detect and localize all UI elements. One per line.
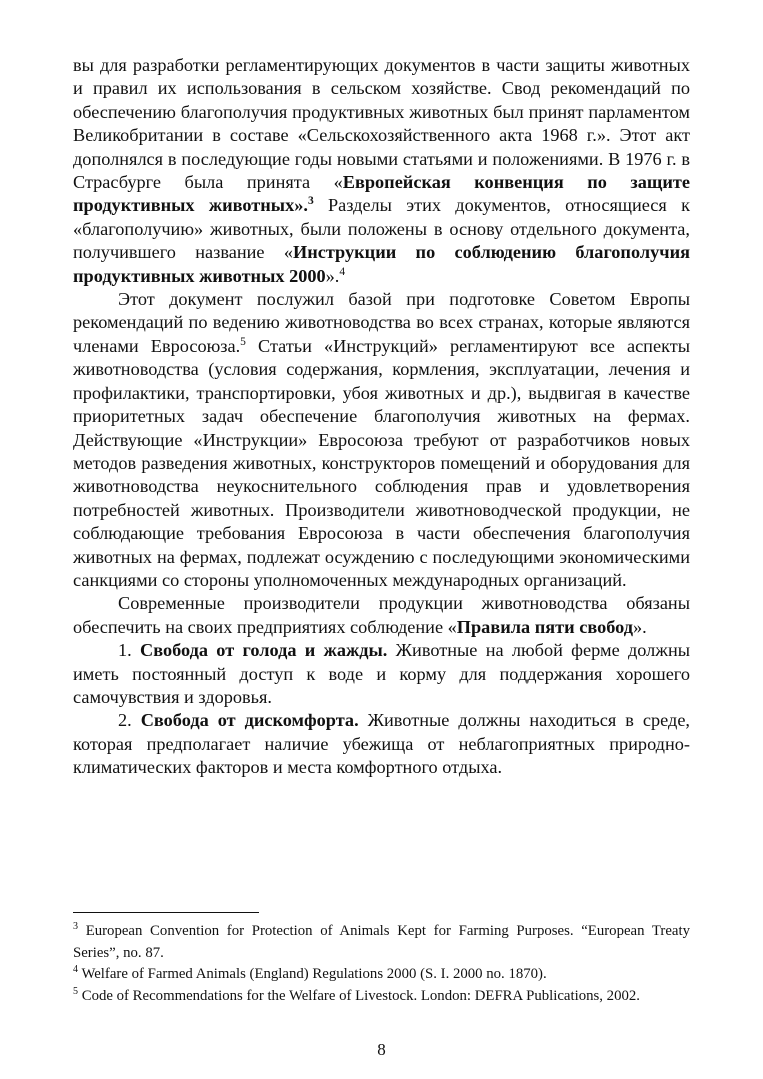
footnote-4 [73,964,690,986]
text-run: вы для разработки регламентирующих документов в части защиты животных и правил их использования в сельском хозяйстве. Свод рекомендаций по обеспечению благополучия продуктивных животных был принят парламентом Великобритании в составе «Сельскохозяйственного акта 1968 г.». Этот акт дополнялся в последующие годы новыми статьями и положениями. В 1976 г. в Страсбурге была принята « [73,55,690,193]
list-number: 1. [118,640,141,661]
body-text [73,54,690,780]
bold-text-run: Инструкции по соблюдению благополучия продуктивных животных 2000 [73,242,690,286]
footnote-divider [73,912,259,913]
text-run: Статьи «Инструкций» регламентируют все аспекты животноводства (условия содержания, кормления, эксплуатации, лечения и профилактики, транспортировки, убоя животных и др.), выдвигая в качестве приоритетных задач обеспечение благополучия животных на фермах. Действующие «Инструкции» Евросоюза требуют от разработчиков новых методов разведения животных, конструкторов помещений и оборудования для животноводства неукоснительного соблюдения прав и удовлетворения потребностей животных. Производители животноводческой продукции, не соблюдающие требования Евросоюза в части обеспечения благополучия животных на фермах, подлежат осуждению с последующими экономическими санкциями со стороны уполномоченных международных организаций. [73,335,690,590]
bold-text-run: Свобода от дискомфорта. [140,710,359,731]
footnote-number: 5 [73,985,78,997]
footnote-number: 3 [73,921,78,933]
footnote-number: 4 [73,964,78,976]
text-run: Животные должны находиться в среде, которая предполагает наличие убежища от неблагоприятных природно-климатических факторов и места комфортного отдыха. [73,710,691,778]
paragraph-4 [73,639,690,709]
paragraph-2 [73,288,690,592]
footnote-ref-5: 5 [240,335,246,348]
text-run: Современные производители продукции животноводства обязаны обеспечить на своих предприятиях соблюдение « [73,593,690,637]
list-number: 2. [118,710,141,731]
paragraph-1 [73,54,690,288]
bold-text-run: Европейская конвенция по защите продуктивных животных». [73,172,690,216]
footnote-ref-3: 3 [307,195,314,208]
paragraph-5 [73,709,690,779]
footnotes [73,912,690,1007]
bold-text-run: Правила пяти свобод [456,616,633,637]
text-run: Этот документ послужил базой при подготовке Советом Европы рекомендаций по ведению животноводства во всех странах, которые являются членами Евросоюза. [73,289,690,356]
footnote-text: European Convention for Protection of Animals Kept for Farming Purposes. “European Treaty Series”, no. 87. [73,923,690,961]
footnote-ref-4: 4 [339,265,346,278]
bold-text-run: Свобода от голода и жажды. [140,640,388,661]
footnote-5 [73,986,690,1008]
page-number: 8 [377,1040,386,1059]
text-run: Разделы этих документов, относящиеся к «благополучию» животных, были положены в основу отдельного документа, получившего название « [73,195,690,263]
page-content [73,54,690,780]
footnote-text: Welfare of Farmed Animals (England) Regulations 2000 (S. I. 2000 no. 1870). [81,966,547,982]
paragraph-3 [73,592,690,639]
text-run: Животные на любой ферме должны иметь постоянный доступ к воде и корму для поддержания хорошего самочувствия и здоровья. [73,640,691,707]
text-run: ». [325,265,340,286]
text-run: ». [632,616,647,637]
footnote-3 [73,921,690,964]
footnote-text: Code of Recommendations for the Welfare of Livestock. London: DEFRA Publications, 2002. [81,987,640,1004]
